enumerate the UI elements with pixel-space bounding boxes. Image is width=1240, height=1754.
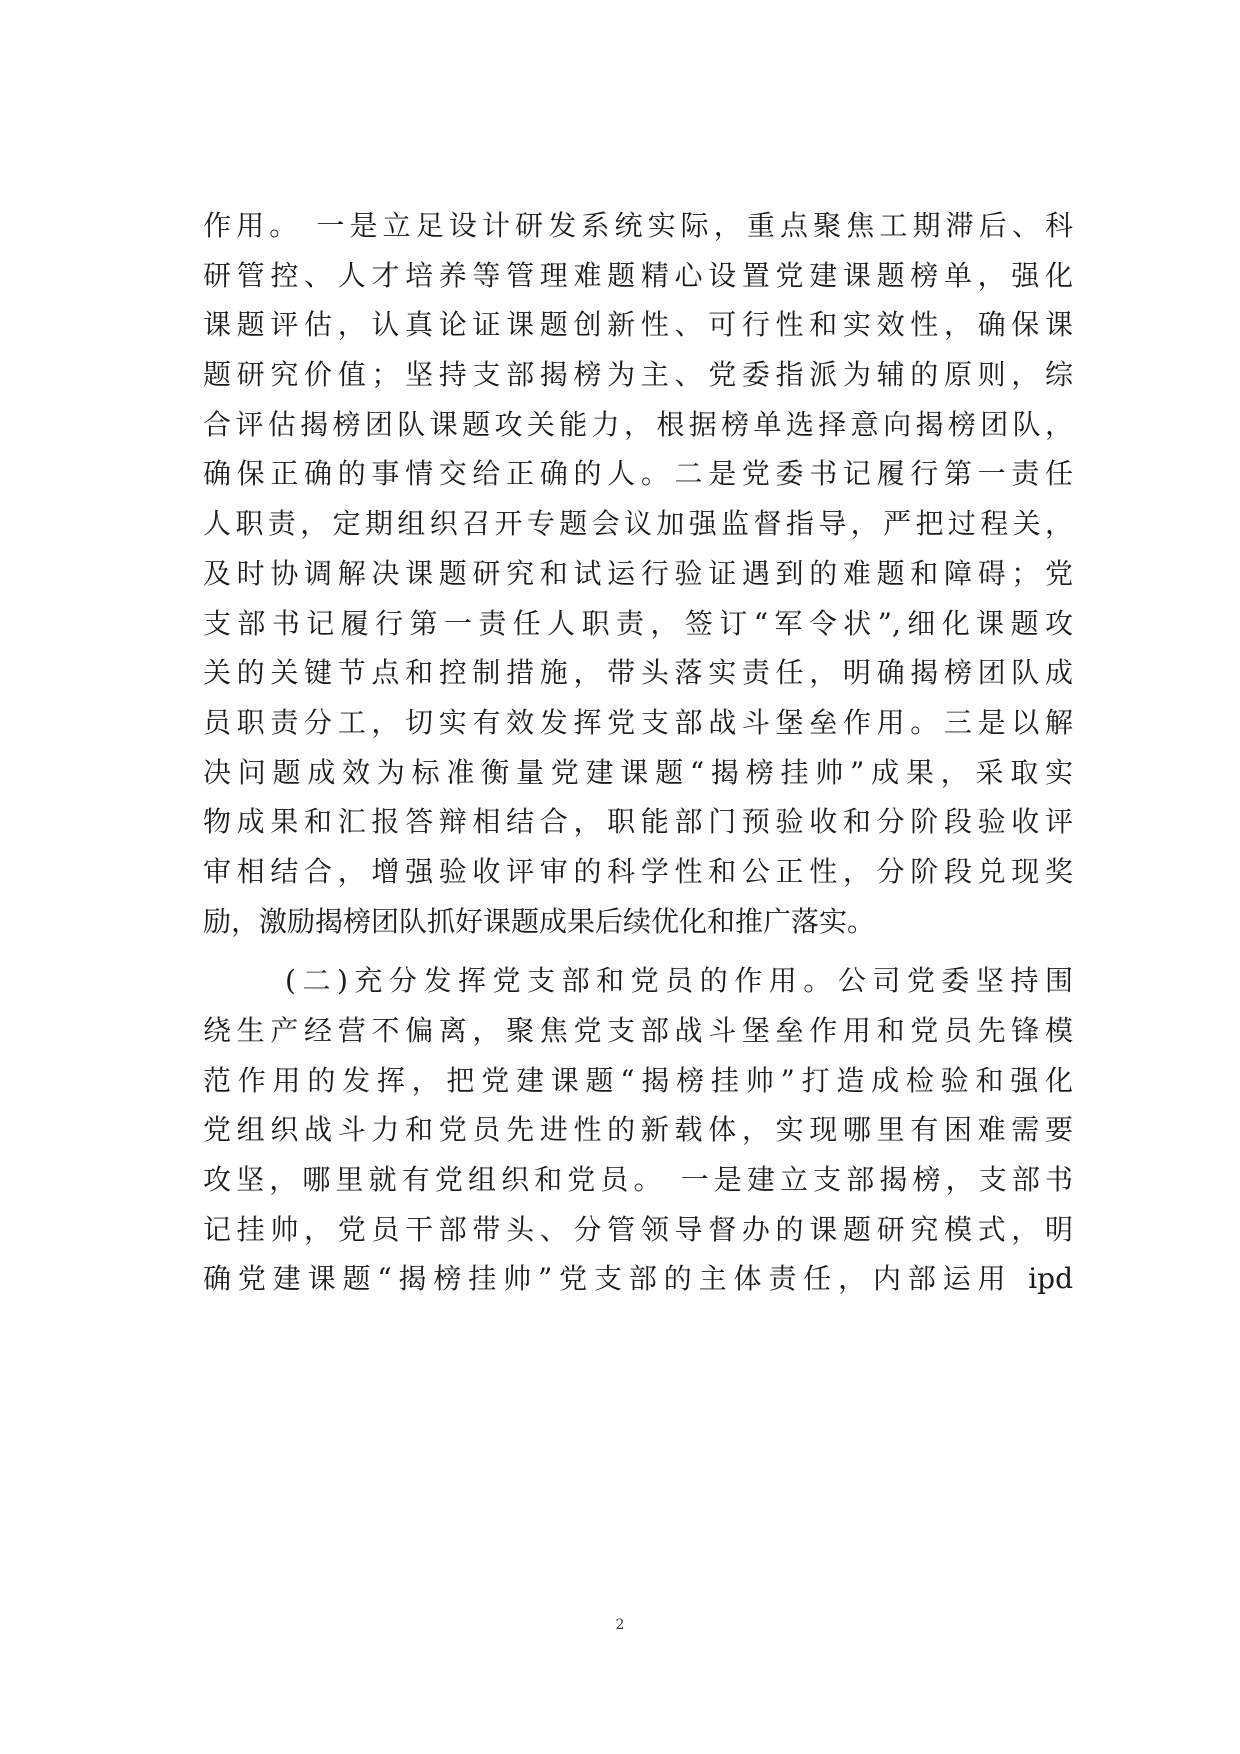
text-line: 物成果和汇报答辩相结合，职能部门预验收和分阶段验收评	[203, 805, 1073, 839]
text-line: 党组织战斗力和党员先进性的新载体，实现哪里有困难需要	[203, 1113, 1073, 1147]
text-line: 支部书记履行第一责任人职责，签订“军令状”,细化课题攻	[203, 606, 1073, 640]
text-line: 审相结合，增强验收评审的科学性和公正性，分阶段兑现奖	[203, 854, 1073, 888]
text-line: 员职责分工，切实有效发挥党支部战斗堡垒作用。三是以解	[203, 705, 1073, 739]
text-line: 绕生产经营不偏离，聚焦党支部战斗堡垒作用和党员先锋模	[203, 1014, 1073, 1047]
text-line: 范作用的发挥，把党建课题“揭榜挂帅”打造成检验和强化	[203, 1063, 1073, 1097]
body-text	[203, 201, 1073, 1304]
paragraph-2	[203, 956, 1073, 1304]
text-line: 励，激励揭榜团队抓好课题成果后续优化和推广落实。	[203, 904, 876, 938]
text-line: 关的关键节点和控制措施，带头落实责任，明确揭榜团队成	[203, 656, 1073, 690]
text-line: 作用。 一是立足设计研发系统实际，重点聚焦工期滞后、科	[203, 209, 1073, 242]
text-line: 及时协调解决课题研究和试运行验证遇到的难题和障碍；党	[203, 556, 1073, 590]
text-line: 确党建课题“揭榜挂帅”党支部的主体责任，内部运用 ipd	[203, 1262, 1073, 1296]
text-line: 合评估揭榜团队课题攻关能力，根据榜单选择意向揭榜团队，	[203, 407, 1073, 441]
text-line: 决问题成效为标准衡量党建课题“揭榜挂帅”成果，采取实	[203, 755, 1073, 789]
text-line: 题研究价值；坚持支部揭榜为主、党委指派为辅的原则，综	[203, 358, 1073, 392]
text-line: 确保正确的事情交给正确的人。二是党委书记履行第一责任	[203, 457, 1073, 491]
paragraph-1	[203, 201, 1073, 946]
page-number: 2	[615, 1617, 625, 1633]
text-line: 攻坚，哪里就有党组织和党员。 一是建立支部揭榜，支部书	[203, 1163, 1073, 1197]
text-line: 记挂帅，党员干部带头、分管领导督办的课题研究模式，明	[203, 1212, 1073, 1246]
paragraph-heading-line: (二)充分发挥党支部和党员的作用。公司党委坚持围	[285, 964, 1073, 998]
text-line: 研管控、人才培养等管理难题精心设置党建课题榜单，强化	[203, 258, 1073, 292]
text-line: 人职责，定期组织召开专题会议加强监督指导，严把过程关，	[203, 507, 1073, 541]
text-line: 课题评估，认真论证课题创新性、可行性和实效性，确保课	[203, 308, 1073, 342]
